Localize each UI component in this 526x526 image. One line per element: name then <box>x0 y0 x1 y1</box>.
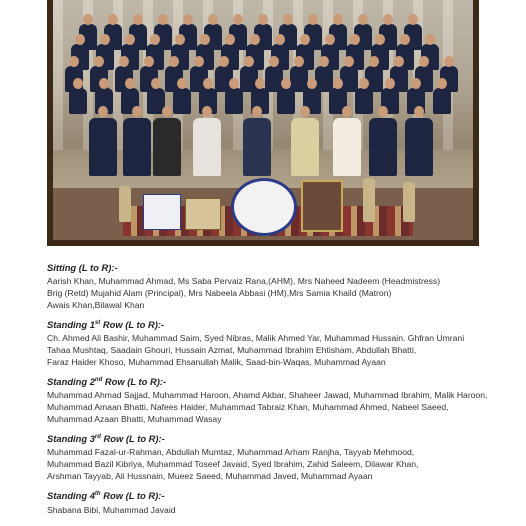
seated-figure <box>333 118 361 176</box>
names-line: Muhammad Ahmad Sajjad, Muhammad Haroon, Ahamd Akbar, Shaheer Jawad, Muhammad Ibrahim, Malik Haroon, <box>47 390 488 401</box>
seated-head <box>252 106 262 117</box>
heading-text: Row (L to R):- <box>100 490 165 502</box>
student-figure <box>433 88 451 114</box>
student-head <box>94 56 104 67</box>
seated-head <box>132 106 142 117</box>
student-head <box>359 78 369 89</box>
seated-figure <box>193 118 221 176</box>
names-section <box>47 317 507 368</box>
names-line: Brig (Retd) Mujahid Alam (Principal), Mrs Nabeela Abbasi (HM),Mrs Samia Khaild (Matron) <box>47 288 392 298</box>
student-head <box>175 34 185 45</box>
section-heading <box>47 374 507 388</box>
names-line: Awais Khan,Bilawal Khan <box>47 300 145 310</box>
heading-text: Row (L to R):- <box>100 433 165 445</box>
student-head <box>203 78 213 89</box>
student-head <box>300 34 310 45</box>
student-head <box>437 78 447 89</box>
names-line: Arshman Tayyab, Ali Hussnain, Mueez Saeed, Muhammad Javed, Muhammad Ayaan <box>47 471 373 482</box>
student-head <box>294 56 304 67</box>
trophy-icon <box>363 178 375 222</box>
names-line: Muhammad Fazal-ur-Rahman, Abdullah Mumtaz, Muhammad Arham Ranjha, Tayyab Mehmood, <box>47 447 415 458</box>
section-heading <box>47 431 507 445</box>
student-head <box>83 14 93 25</box>
student-head <box>208 14 218 25</box>
student-head <box>219 56 229 67</box>
student-head <box>394 56 404 67</box>
student-head <box>177 78 187 89</box>
student-head <box>281 78 291 89</box>
student-head <box>358 14 368 25</box>
group-photo-frame <box>47 0 479 246</box>
names-line: Faraz Haider Khoso, Muhammad Ehsanullah Malik, Saad-bin-Waqas, Muhammad Ayaan <box>47 357 386 368</box>
student-head <box>125 78 135 89</box>
student-head <box>144 56 154 67</box>
heading-text: Standing 1 <box>47 319 95 331</box>
student-head <box>369 56 379 67</box>
student-head <box>383 14 393 25</box>
student-head <box>344 56 354 67</box>
heading-text: Row (L to R):- <box>102 376 167 388</box>
seated-figure <box>369 118 397 176</box>
student-head <box>350 34 360 45</box>
award-plaque <box>301 180 343 232</box>
student-head <box>73 78 83 89</box>
student-head <box>333 78 343 89</box>
names-section <box>47 488 507 515</box>
group-photo <box>53 0 473 240</box>
names-line: Ch. Ahmed Ali Bashir, Muhammad Saim, Syed Nibras, Malik Ahmed Yar, Muhammad Hussain. Ghfran Umrani <box>47 333 465 344</box>
school-crest-shield <box>231 178 297 236</box>
seated-figure <box>243 118 271 176</box>
student-head <box>425 34 435 45</box>
student-head <box>133 14 143 25</box>
names-line: Muhammad Bazil Kibriya, Muhammad Toseef Javaid, Syed Ibrahim, Zahid Saleem, Dilawar Khan, <box>47 459 419 470</box>
student-head <box>444 56 454 67</box>
names-section <box>47 262 507 311</box>
student-head <box>183 14 193 25</box>
heading-text: Standing 3 <box>47 433 95 445</box>
student-head <box>419 56 429 67</box>
seated-head <box>98 106 108 117</box>
student-head <box>69 56 79 67</box>
student-head <box>244 56 254 67</box>
student-head <box>325 34 335 45</box>
trophy-icon <box>119 186 131 222</box>
seated-figure <box>123 118 151 176</box>
student-head <box>99 78 109 89</box>
student-head <box>307 78 317 89</box>
student-head <box>100 34 110 45</box>
seated-head <box>378 106 388 117</box>
student-head <box>75 34 85 45</box>
student-head <box>150 34 160 45</box>
student-head <box>169 56 179 67</box>
student-head <box>275 34 285 45</box>
names-line: Muhammad Amaan Bhatti, Nafees Haider, Muhammad Tabraiz Khan, Muhammad Ahmed, Nabeel Saeed, <box>47 402 449 413</box>
trophy-icon <box>403 182 415 222</box>
student-head <box>408 14 418 25</box>
student-head <box>194 56 204 67</box>
seated-head <box>162 106 172 117</box>
student-head <box>229 78 239 89</box>
heading-text: Sitting (L to R):- <box>47 262 118 273</box>
seated-head <box>414 106 424 117</box>
section-heading <box>47 488 507 502</box>
seated-figure <box>405 118 433 176</box>
student-head <box>200 34 210 45</box>
student-head <box>225 34 235 45</box>
names-section <box>47 374 507 425</box>
student-figure <box>277 88 295 114</box>
student-head <box>375 34 385 45</box>
heading-ordinal: rd <box>94 434 101 441</box>
student-head <box>233 14 243 25</box>
student-head <box>125 34 135 45</box>
student-head <box>108 14 118 25</box>
seated-figure <box>291 118 319 176</box>
names-section <box>47 431 507 482</box>
book-display <box>143 194 181 230</box>
student-head <box>119 56 129 67</box>
names-line: Shabana Bibi, Muhammad Javaid <box>47 504 176 515</box>
section-heading <box>47 262 507 274</box>
student-figure <box>225 88 243 114</box>
student-head <box>319 56 329 67</box>
student-head <box>255 78 265 89</box>
student-head <box>411 78 421 89</box>
heading-text: Standing 2 <box>47 376 95 388</box>
student-head <box>308 14 318 25</box>
student-figure <box>355 88 373 114</box>
student-head <box>258 14 268 25</box>
heading-text: Standing 4 <box>47 490 95 502</box>
student-head <box>269 56 279 67</box>
names-line: Muhammad Azaan Bhatti, Muhammad Wasay <box>47 414 222 425</box>
book-display-2 <box>185 198 221 230</box>
student-head <box>333 14 343 25</box>
names-list <box>47 262 507 522</box>
student-figure <box>173 88 191 114</box>
seated-head <box>202 106 212 117</box>
student-head <box>158 14 168 25</box>
seated-head <box>300 106 310 117</box>
student-head <box>400 34 410 45</box>
student-head <box>283 14 293 25</box>
heading-ordinal: th <box>94 491 101 498</box>
seated-figure <box>89 118 117 176</box>
names-line: Tahaa Mushtaq, Saadain Ghouri, Hussain Azmat, Muhammad Ibrahim Ehtisham, Abdullah Bhatti, <box>47 345 417 356</box>
student-head <box>151 78 161 89</box>
heading-ordinal: nd <box>94 377 103 384</box>
heading-ordinal: st <box>94 320 101 326</box>
student-head <box>385 78 395 89</box>
heading-text: Row (L to R):- <box>100 319 165 331</box>
seated-head <box>342 106 352 117</box>
student-figure <box>69 88 87 114</box>
student-head <box>250 34 260 45</box>
seated-figure <box>153 118 181 176</box>
section-heading <box>47 317 507 331</box>
names-line: Aarish Khan, Muhammad Ahmad, Ms Saba Pervaiz Rana,(AHM), Mrs Naheed Nadeem (Headmistress) <box>47 276 441 286</box>
